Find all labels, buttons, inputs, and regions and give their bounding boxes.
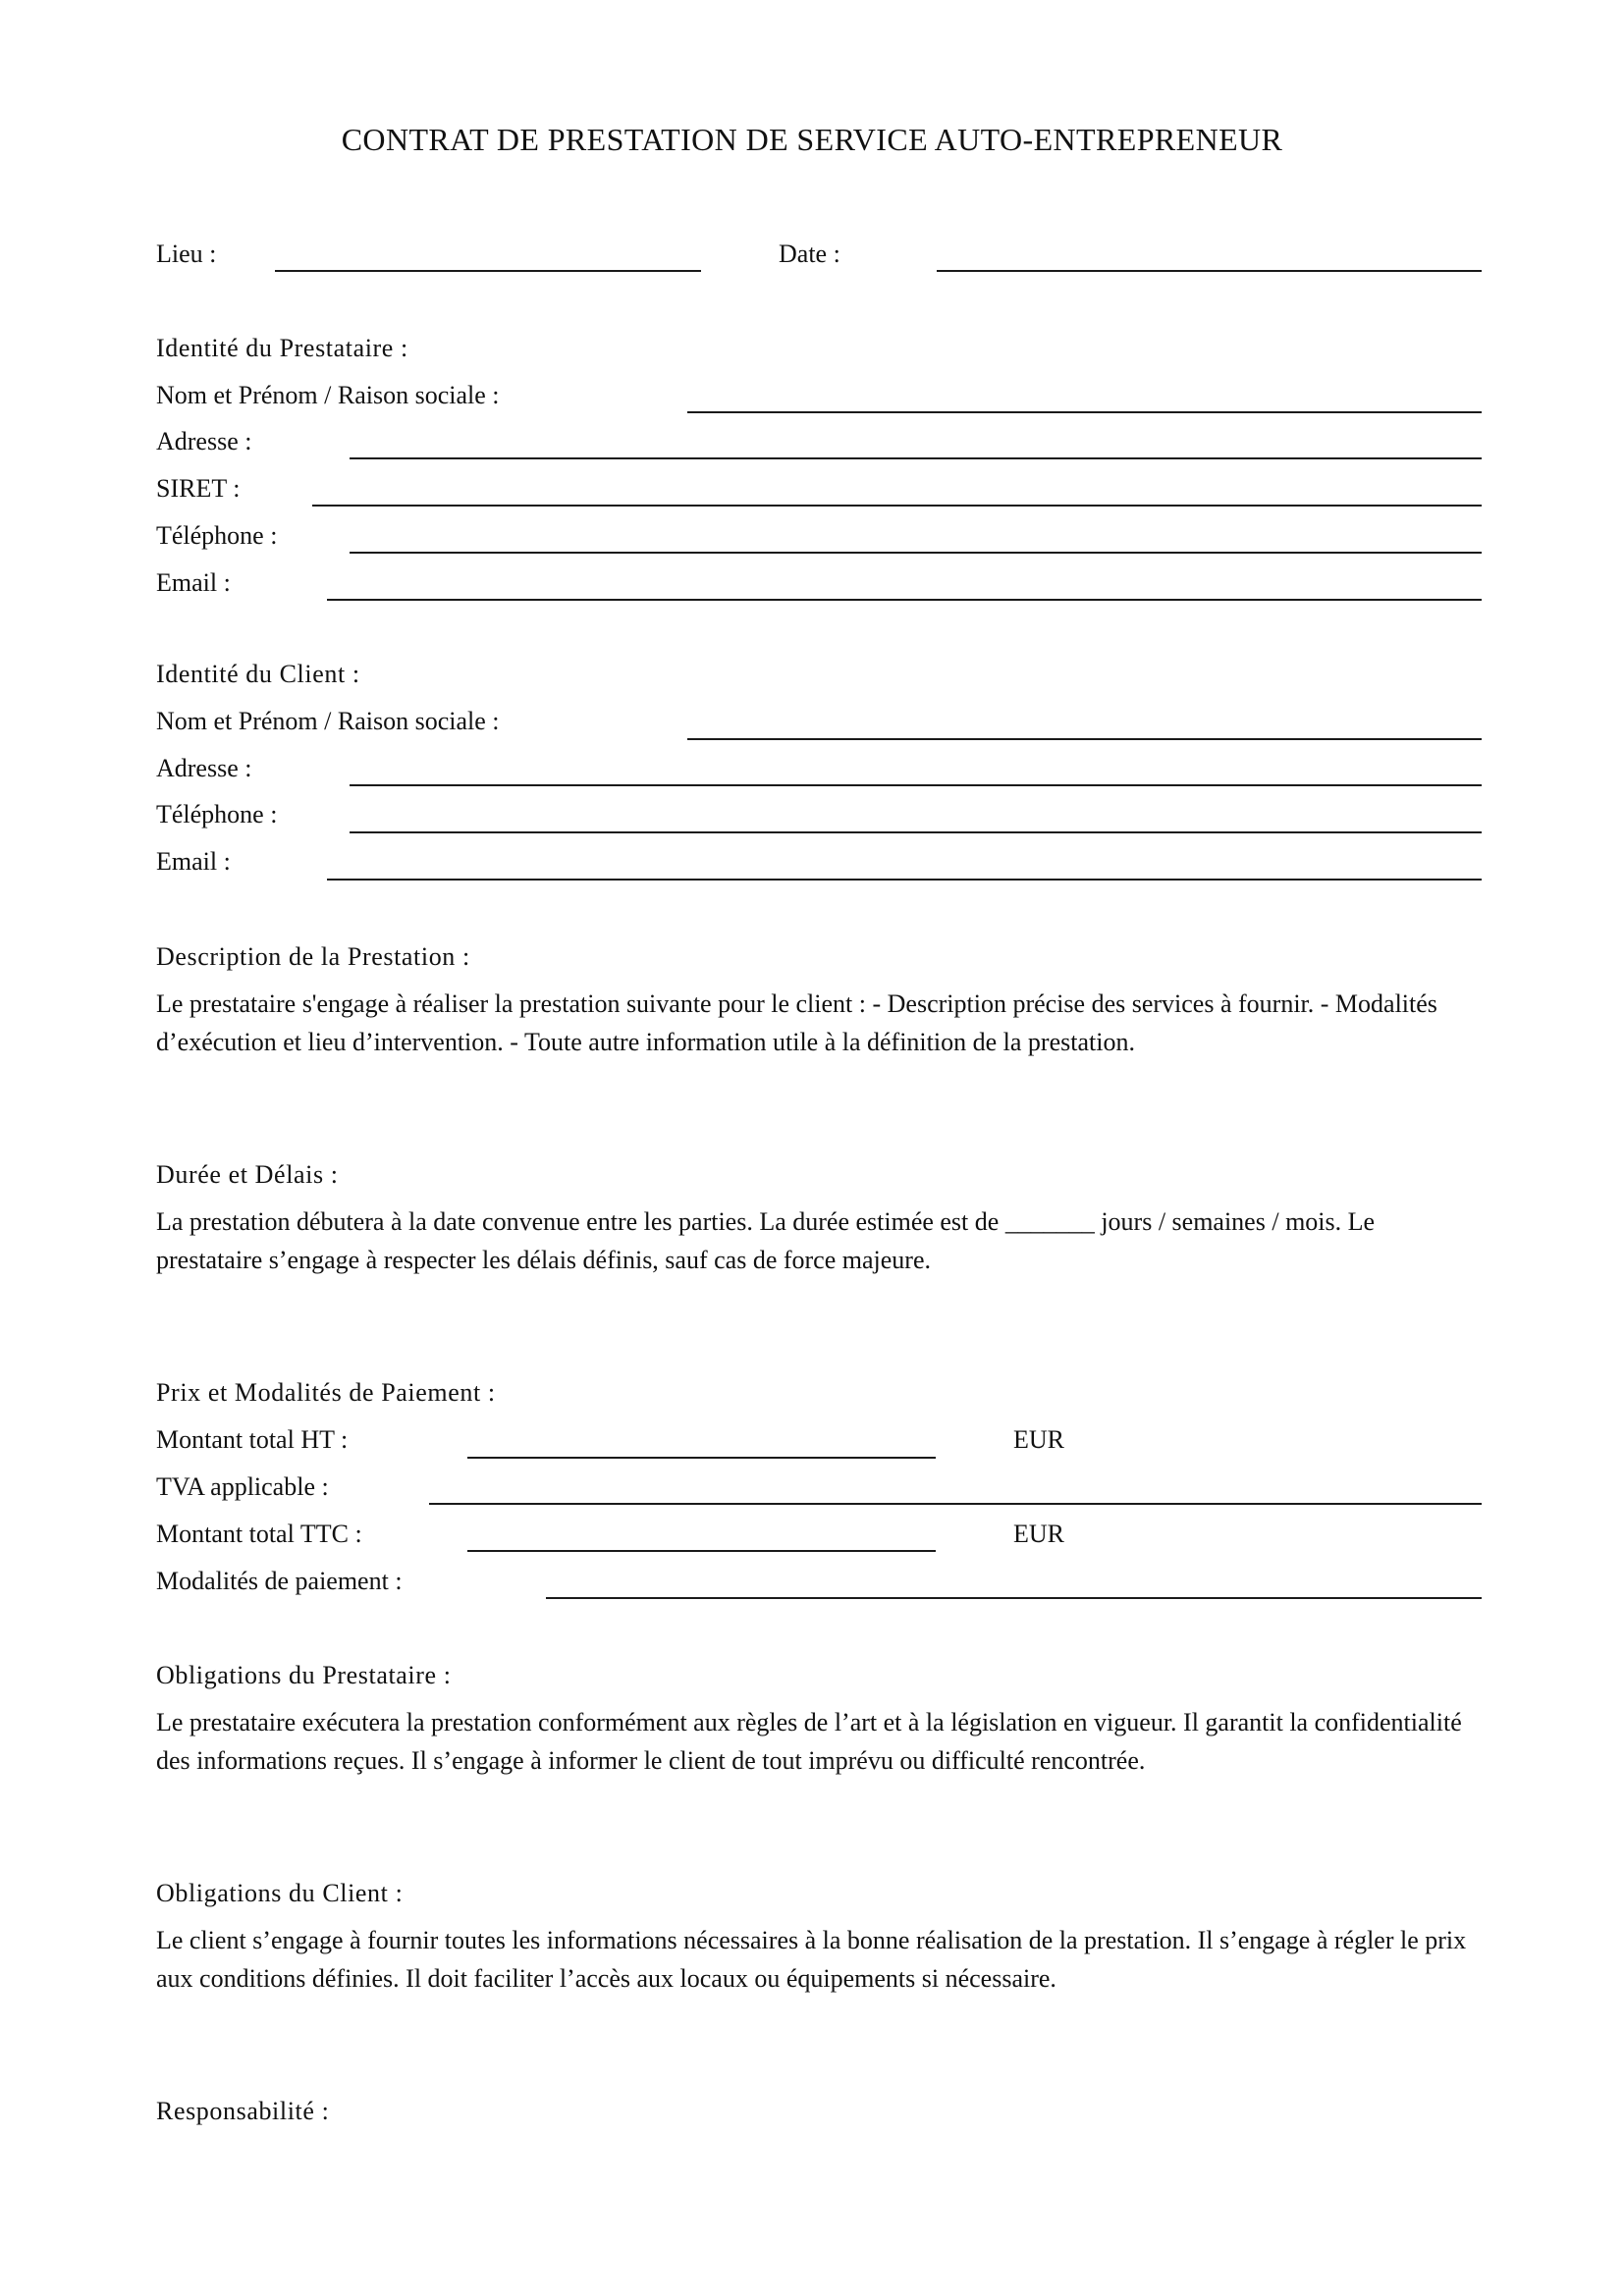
lieu-label: Lieu :: [156, 240, 217, 268]
description-text: Le prestataire s'engage à réaliser la prestation suivante pour le client : - Description précise des services à fournir. - Modalités d’exécution et lieu d’intervention. - Toute autre information utile à la définition de la prestation.: [156, 989, 1437, 1056]
client-adresse-field[interactable]: [350, 784, 1482, 786]
obligations-prestataire-text: Le prestataire exécutera la prestation conformément aux règles de l’art et à la législation en vigueur. Il garantit la confidentialité des informations reçues. Il s’engage à informer le client de tout imprévu ou difficulté rencontrée.: [156, 1708, 1462, 1775]
client-email-field[interactable]: [327, 879, 1482, 881]
prestataire-nom-label: Nom et Prénom / Raison sociale :: [156, 381, 500, 409]
client-nom-label: Nom et Prénom / Raison sociale :: [156, 707, 500, 735]
montant-ttc-label: Montant total TTC :: [156, 1520, 362, 1548]
obligations-client-text: Le client s’engage à fournir toutes les informations nécessaires à la bonne réalisation de la prestation. Il s’engage à régler le prix aux conditions définies. Il doit faciliter l’accès aux locaux ou équipements si nécessaire.: [156, 1926, 1467, 1993]
modalites-paiement-label: Modalités de paiement :: [156, 1567, 403, 1595]
section-heading-duree: Durée et Délais :: [156, 1160, 339, 1189]
client-telephone-label: Téléphone :: [156, 800, 278, 828]
prestataire-telephone-field[interactable]: [350, 552, 1482, 554]
prestataire-adresse-label: Adresse :: [156, 427, 252, 455]
prestataire-nom-field[interactable]: [687, 411, 1482, 413]
duree-text: La prestation débutera à la date convenue entre les parties. La durée estimée est de _______ jours / semaines / mois. Le prestataire s’engage à respecter les délais définis, sauf cas de force majeure.: [156, 1207, 1376, 1274]
document-title: CONTRAT DE PRESTATION DE SERVICE AUTO-ENTREPRENEUR: [341, 122, 1283, 157]
prestataire-email-field[interactable]: [327, 599, 1482, 601]
section-heading-client: Identité du Client :: [156, 660, 360, 688]
montant-ht-currency: EUR: [1013, 1425, 1064, 1454]
prestataire-telephone-label: Téléphone :: [156, 521, 278, 550]
prestataire-adresse-field[interactable]: [350, 457, 1482, 459]
tva-label: TVA applicable :: [156, 1472, 329, 1501]
section-heading-obligations-prestataire: Obligations du Prestataire :: [156, 1661, 452, 1689]
date-field[interactable]: [937, 270, 1482, 272]
tva-field[interactable]: [429, 1503, 1482, 1505]
montant-ttc-currency: EUR: [1013, 1520, 1064, 1548]
client-telephone-field[interactable]: [350, 831, 1482, 833]
date-label: Date :: [779, 240, 840, 268]
montant-ht-field[interactable]: [467, 1457, 936, 1459]
client-adresse-label: Adresse :: [156, 754, 252, 782]
section-heading-obligations-client: Obligations du Client :: [156, 1879, 404, 1907]
prestataire-email-label: Email :: [156, 568, 231, 597]
section-heading-responsabilite: Responsabilité :: [156, 2097, 330, 2125]
lieu-field[interactable]: [275, 270, 701, 272]
section-heading-description: Description de la Prestation :: [156, 942, 470, 971]
section-heading-prestataire: Identité du Prestataire :: [156, 334, 408, 362]
prestataire-siret-field[interactable]: [312, 505, 1482, 507]
montant-ht-label: Montant total HT :: [156, 1425, 349, 1454]
prestataire-siret-label: SIRET :: [156, 474, 241, 503]
section-heading-prix: Prix et Modalités de Paiement :: [156, 1378, 496, 1407]
client-nom-field[interactable]: [687, 738, 1482, 740]
modalites-paiement-field[interactable]: [546, 1597, 1482, 1599]
montant-ttc-field[interactable]: [467, 1550, 936, 1552]
client-email-label: Email :: [156, 847, 231, 876]
